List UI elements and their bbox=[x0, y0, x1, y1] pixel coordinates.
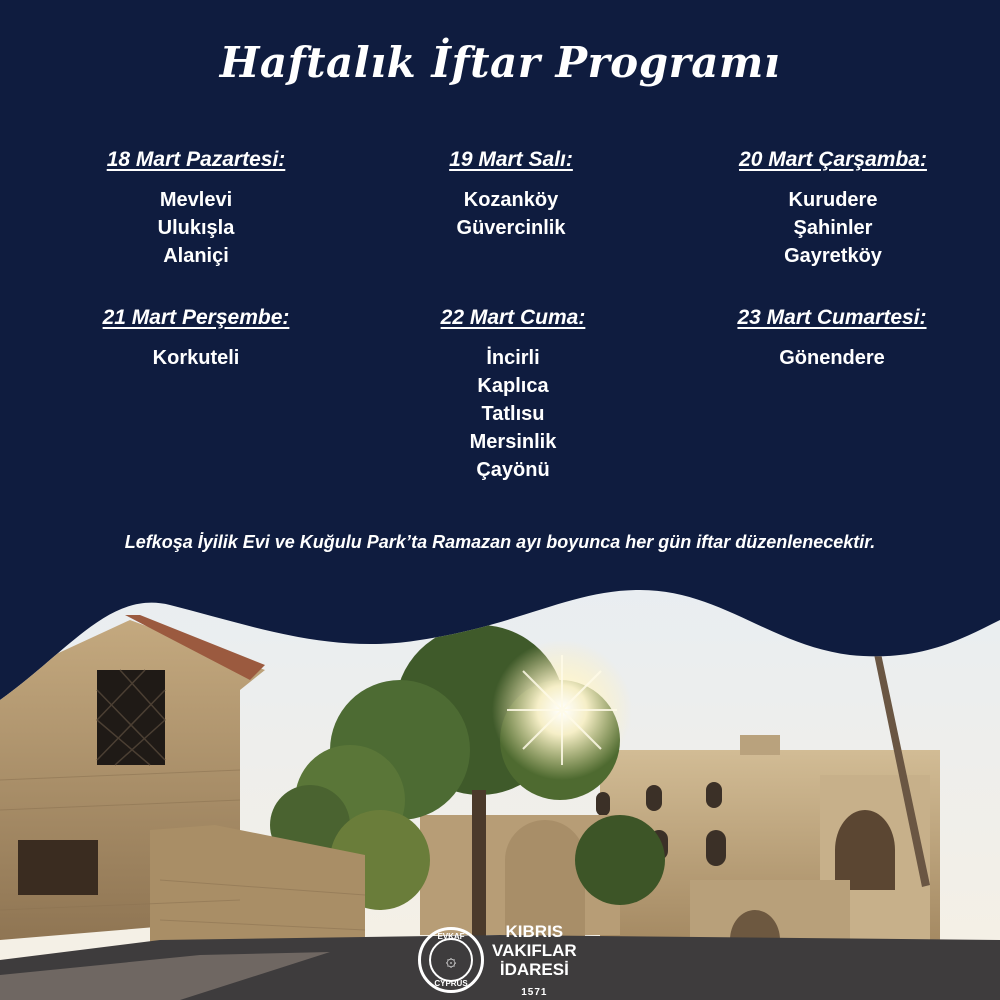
village-item: Güvercinlik bbox=[456, 217, 566, 239]
day-block-saturday bbox=[682, 306, 982, 372]
logo-line-3: İDARESİ bbox=[499, 960, 569, 979]
day-heading: 22 Mart Cuma: bbox=[440, 306, 586, 329]
day-block-tuesday bbox=[361, 148, 661, 242]
logo-year: 1571 bbox=[521, 987, 548, 998]
village-list bbox=[363, 344, 663, 484]
poster-title: Haftalık İftar Programı bbox=[219, 38, 781, 87]
seal-emblem: ۞ bbox=[429, 938, 473, 982]
village-list bbox=[361, 186, 661, 242]
village-item: Mevlevi bbox=[159, 189, 233, 211]
day-heading: 18 Mart Pazartesi: bbox=[106, 148, 286, 171]
village-list bbox=[683, 186, 983, 270]
village-list bbox=[46, 186, 346, 270]
logo-line-1: KIBRIS bbox=[505, 922, 564, 941]
evkaf-seal-icon bbox=[418, 927, 484, 993]
village-item: Şahinler bbox=[793, 217, 873, 239]
day-heading: 23 Mart Cumartesi: bbox=[737, 306, 927, 329]
village-item: Çayönü bbox=[476, 459, 550, 481]
day-block-monday bbox=[46, 148, 346, 270]
day-block-thursday bbox=[46, 306, 346, 372]
village-item: Ulukışla bbox=[157, 217, 235, 239]
evkaf-logo bbox=[418, 922, 577, 998]
day-block-wednesday bbox=[683, 148, 983, 270]
village-item: İncirli bbox=[486, 347, 540, 369]
village-item: Kozanköy bbox=[463, 189, 559, 211]
day-heading: 20 Mart Çarşamba: bbox=[739, 148, 927, 171]
logo-text bbox=[492, 922, 577, 998]
village-item: Gayretköy bbox=[784, 245, 882, 267]
footer-note: Lefkoşa İyilik Evi ve Kuğulu Park’ta Ramazan ayı boyunca her gün iftar düzenlenecektir. bbox=[124, 532, 876, 552]
village-item: Mersinlik bbox=[469, 431, 557, 453]
seal-bottom-text: CYPRUS bbox=[434, 979, 468, 988]
village-list bbox=[46, 344, 346, 372]
day-block-friday bbox=[363, 306, 663, 484]
day-heading: 19 Mart Salı: bbox=[449, 148, 573, 171]
village-item: Gönendere bbox=[779, 347, 885, 369]
village-item: Korkuteli bbox=[152, 347, 240, 369]
village-item: Kurudere bbox=[788, 189, 878, 211]
logo-line-2: VAKIFLAR bbox=[492, 941, 577, 960]
village-list bbox=[682, 344, 982, 372]
sun-flare bbox=[492, 640, 632, 780]
village-item: Kaplıca bbox=[477, 375, 549, 397]
day-heading: 21 Mart Perşembe: bbox=[102, 306, 290, 329]
village-item: Alaniçi bbox=[163, 245, 229, 267]
seal-top-text: EVKAF bbox=[437, 932, 465, 941]
village-item: Tatlısu bbox=[481, 403, 545, 425]
